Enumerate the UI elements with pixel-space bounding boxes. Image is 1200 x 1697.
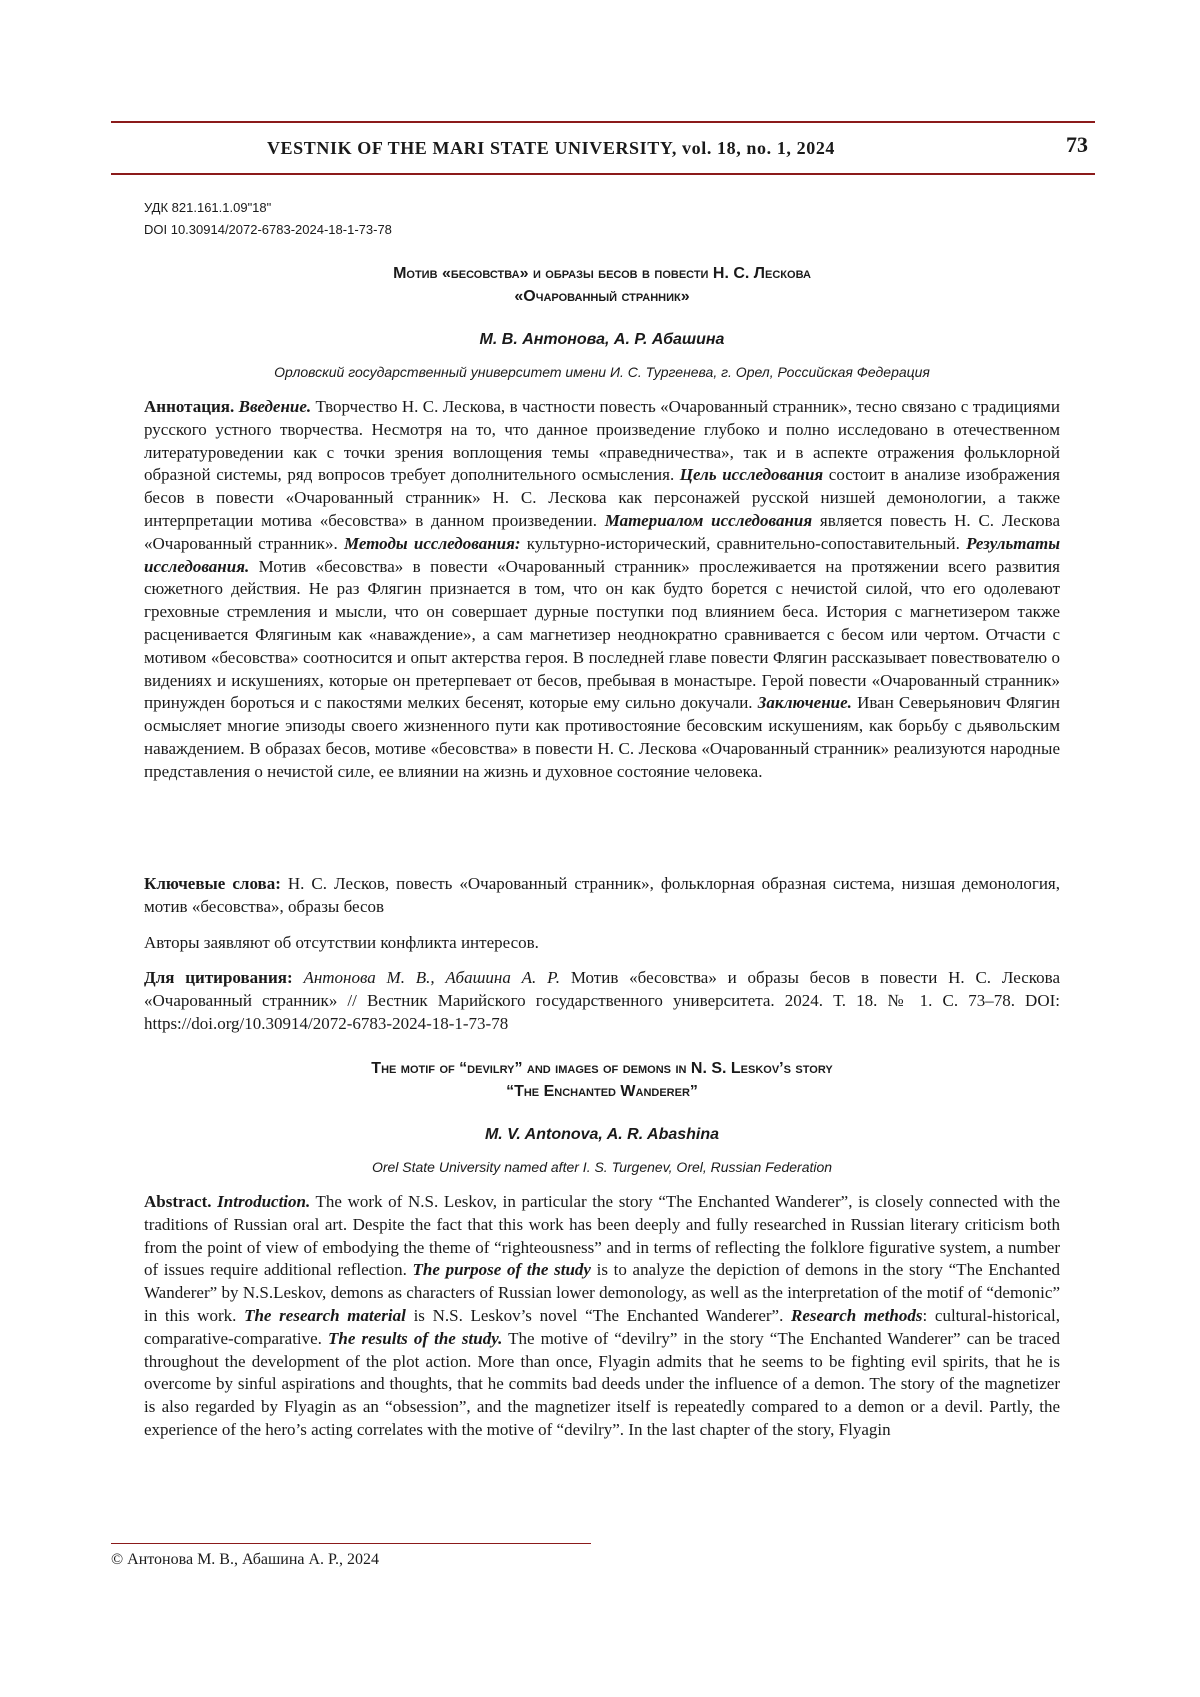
ru-title-line1: Мотив «бесовства» и образы бесов в повести Н. С. Лескова [393,265,811,282]
ru-results-text: Мотив «бесовства» в повести «Очарованный странник» прослеживается на протяжении всего развития сюжетного действия. Не раз Флягин признается в том, что он как будто борется с нечистой силой, что его одолевают греховные стремления и мысли, что он совершает дурные поступки под влиянием беса. История с магнетизером также расценивается Флягиным как «наваждение», а сам магнетизер неоднократно сравнивается с бесом или чертом. Отчасти с мотивом «бесовства» соотносится и опыт актерства героя. В последней главе повести Флягин рассказывает повествователю о видениях и искушениях, которые он претерпевает от бесов, пребывая в монастыре. Герой повести «Очарованный странник» принужден бороться и с пакостями мелких бесенят, которые ему сильно докучали. [144,556,1061,713]
ru-conflict-statement: Авторы заявляют об отсутствии конфликта интересов. [144,933,539,952]
header-top-rule [111,121,1095,123]
udk-code: УДК 821.161.1.09"18" [144,200,272,215]
ru-conclusion-label: Заключение. [757,693,852,713]
ru-methods-label: Методы исследования: [343,533,521,553]
ru-affiliation: Орловский государственный университет имени И. С. Тургенева, г. Орел, Российская Федерация [274,364,930,380]
en-title-line2: “The Enchanted Wanderer” [506,1083,698,1100]
ru-methods-text: культурно-исторический, сравнительно-сопоставительный. [526,533,960,553]
en-material-label: The research material [244,1305,406,1325]
footnote-rule [111,1543,591,1544]
ru-authors: М. В. Антонова, А. Р. Абашина [479,331,725,348]
ru-intro-label: Введение. [238,397,312,416]
ru-abstract-label: Аннотация. [144,397,235,416]
en-methods-text: : cultural-historical, comparative-comparative. [144,1305,1060,1348]
en-abstract [144,1191,1060,1442]
ru-material-label: Материалом исследования [604,510,813,530]
en-results-text: The motive of “devilry” in the story “The Enchanted Wanderer” can be traced throughout the development of the plot action. More than once, Flyagin admits that he seems to be fighting evil spirits, that he is overcome by sinful aspirations and thoughts, that he commits bad deeds under the influence of a demon. The story of the magnetizer is also regarded by Flyagin as an “obsession”, and the magnetizer itself is repeatedly compared to a demon or a devil. Partly, the experience of the hero’s acting correlates with the motive of “devilry”. In the last chapter of the story, Flyagin [144,1328,1060,1439]
ru-citation-text: Мотив «бесовства» и образы бесов в повести Н. С. Лескова «Очарованный странник» // Вестник Марийского государственного университета. 2024. Т. 18. № 1. С. 73–78. DOI: https://doi.org/10.30914/2072-6783-2024-18-1-73-78 [144,968,1061,1033]
en-title-line1: The motif of “devilry” and images of demons in N. S. Leskov’s story [371,1060,833,1077]
en-abstract-label: Abstract. [144,1192,212,1211]
article-meta [144,197,392,241]
page-number: 73 [1066,132,1088,157]
en-material-text: is N.S. Leskov’s novel “The Enchanted Wanderer”. [413,1305,784,1325]
en-affiliation: Orel State University named after I. S. Turgenev, Orel, Russian Federation [371,1159,833,1175]
ru-citation-authors: Антонова М. В., Абашина А. Р. [303,968,561,987]
ru-title-line2: «Очарованный странник» [514,288,690,305]
ru-goal-label: Цель исследования [679,465,824,485]
ru-keywords-text: Н. С. Лесков, повесть «Очарованный странник», фольклорная образная система, низшая демонология, мотив «бесовства», образы бесов [144,874,1060,916]
ru-results-label: Результаты исследования. [144,533,1061,576]
ru-abstract [144,396,1060,784]
ru-keywords [144,873,1060,919]
ru-material-text: является повесть Н. С. Лескова «Очарованный странник». [144,510,1060,553]
copyright-notice: © Антонова М. В., Абашина А. Р., 2024 [111,1551,379,1568]
ru-goal-text: состоит в анализе изображения бесов в повести «Очарованный странник» Н. С. Лескова как персонажей русской низшей демонологии, а также интерпретации мотива «бесовства» в данном произведении. [144,465,1060,530]
ru-intro-text: Творчество Н. С. Лескова, в частности повесть «Очарованный странник», тесно связано с традициями русского устного творчества. Несмотря на то, что данное произведение глубоко и полно исследовано в отечественном литературоведении как с точки зрения воплощения темы «праведничества», так и в аспекте отражения фольклорной образной системы, ряд вопросов требует дополнительного осмысления. [144,397,1060,485]
en-methods-label: Research methods [791,1305,923,1325]
ru-conclusion-text: Иван Северьянович Флягин осмысляет многие эпизоды своего жизненного пути как противостояние бесовским искушениям, как борьбу с дьявольским наваждением. В образах бесов, мотиве «бесовства» в повести Н. С. Лескова «Очарованный странник» реализуются народные представления о нечистой силе, ее влиянии на жизнь и духовное состояние человека. [144,693,1061,781]
en-results-label: The results of the study. [328,1328,503,1348]
ru-title [144,262,1060,308]
en-purpose-label: The purpose of the study [412,1260,591,1280]
ru-citation [144,967,1060,1035]
doi-code: DOI 10.30914/2072-6783-2024-18-1-73-78 [144,222,392,237]
ru-citation-label: Для цитирования: [144,968,293,987]
ru-keywords-label: Ключевые слова: [144,874,281,893]
en-title [144,1057,1060,1103]
en-intro-label: Introduction. [217,1192,311,1211]
en-authors: M. V. Antonova, A. R. Abashina [484,1126,720,1143]
header-bottom-rule [111,173,1095,175]
en-intro-text: The work of N.S. Leskov, in particular the story “The Enchanted Wanderer”, is closely connected with the traditions of Russian oral art. Despite the fact that this work has been deeply and fully researched in Russian literary criticism both from the point of view of embodying the theme of “righteousness” and in terms of reflecting the folklore figurative system, a number of issues require additional reflection. [144,1192,1060,1280]
running-header: VESTNIK OF THE MARI STATE UNIVERSITY, vol. 18, no. 1, 2024 [266,138,836,158]
en-purpose-text: is to analyze the depiction of demons in the story “The Enchanted Wanderer” by N.S.Leskov, demons as characters of Russian lower demonology, as well as the interpretation of the motif of “demonic” in this work. [144,1260,1061,1325]
